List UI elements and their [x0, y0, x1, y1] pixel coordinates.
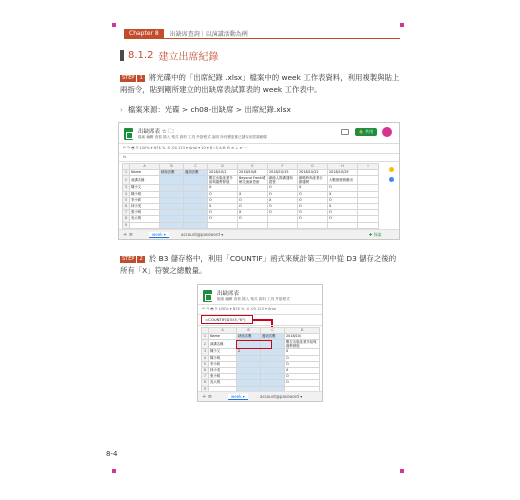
spreadsheet-screenshot-2 [197, 284, 323, 402]
page-number: 8-4 [106, 450, 118, 458]
table-cell[interactable]: X [285, 349, 320, 355]
tab-account[interactable]: account@password ▾ [260, 394, 303, 399]
add-sheet-button[interactable]: + ≡ [123, 232, 133, 238]
table-cell[interactable]: O [285, 361, 320, 367]
table-cell[interactable]: O [298, 191, 328, 197]
table-cell[interactable]: 2018/10/8 [238, 170, 268, 176]
row-number[interactable]: 9 [202, 386, 209, 392]
menu-bar[interactable]: 檔案 編輯 查看 插入 格式 資料 工具 外掛程式 說明 所有變更都已儲存到雲端硬碟 [138, 135, 267, 139]
table-cell[interactable]: O [208, 191, 238, 197]
column-header[interactable]: D [208, 164, 238, 170]
table-row [123, 170, 379, 176]
table-cell[interactable]: X [298, 185, 328, 191]
table-cell[interactable]: O [268, 210, 298, 216]
table-cell[interactable]: 2018/10/15 [268, 170, 298, 176]
sheet-tab-bar [119, 229, 399, 239]
row-number[interactable]: 5 [202, 361, 209, 367]
menu-bar[interactable]: 檔案 編輯 查看 插入 格式 資料 工具 外掛程式 [217, 297, 290, 301]
row-number[interactable]: 2 [123, 176, 130, 185]
explore-button[interactable]: ✚ 探索 [369, 232, 382, 237]
row-number[interactable]: 4 [202, 355, 209, 361]
column-header[interactable]: F [268, 164, 298, 170]
column-header[interactable]: H [328, 164, 358, 170]
divider [119, 161, 399, 162]
sheets-logo-icon [124, 128, 133, 140]
column-header[interactable]: D [285, 328, 320, 334]
share-button[interactable]: 🔒 共用 [355, 128, 377, 136]
crop-mark [400, 23, 404, 27]
table-cell[interactable]: 遲到次數 [261, 334, 285, 340]
fx-label: fx [123, 155, 127, 159]
table-cell[interactable]: 2 [237, 349, 261, 355]
table-cell[interactable]: 數位出版產業介紹與趨勢發展 [285, 340, 320, 349]
table-cell[interactable]: 林小美 [209, 368, 237, 374]
avatar[interactable] [382, 127, 392, 137]
divider [198, 325, 322, 326]
column-header[interactable]: I [358, 164, 379, 170]
step-1-text: 將光碟中的「出席紀錄 .xlsx」檔案中的 week 工作表資料，利用複製與貼上兩指令，貼到剛所建立的出缺席表試算表的 week 工作表中。 [120, 73, 400, 94]
step-2-paragraph [120, 253, 402, 276]
row-number[interactable]: 6 [123, 204, 130, 210]
table-cell[interactable]: O [208, 197, 238, 203]
table-cell[interactable]: O [238, 197, 268, 203]
table-cell[interactable]: O [285, 374, 320, 380]
sheet-tab-bar [198, 391, 322, 401]
column-header[interactable]: B [237, 328, 261, 334]
step-2-text: 於 B3 儲存格中，利用「COUNTIF」函式來統計第三列中從 D3 儲存之後的所有「X」符號之總數量。 [120, 254, 397, 275]
table-cell[interactable]: O [298, 204, 328, 210]
row-number[interactable]: 8 [123, 216, 130, 222]
table-cell[interactable]: 陳小明 [209, 355, 237, 361]
table-cell[interactable]: O [285, 380, 320, 386]
toolbar[interactable]: ↶ ↷ 🖶 ⅌ 100% ▾ NT$ % .0 .00 123 ▾ Arial [202, 307, 277, 311]
table-cell[interactable]: O [298, 197, 328, 203]
spreadsheet-screenshot-1 [118, 122, 400, 240]
crop-mark [112, 469, 116, 473]
table-cell[interactable]: O [298, 216, 328, 222]
tab-week[interactable]: week ▾ [149, 232, 169, 238]
table-cell[interactable] [298, 222, 328, 228]
divider [198, 304, 322, 305]
column-header[interactable]: E [238, 164, 268, 170]
table-cell[interactable]: O [208, 216, 238, 222]
table-cell[interactable]: O [328, 185, 358, 191]
running-header [124, 29, 400, 38]
row-number[interactable]: 7 [202, 374, 209, 380]
table-cell[interactable]: 演講名稱 [130, 176, 160, 185]
table-cell[interactable]: 2018/10/1 [208, 170, 238, 176]
column-header[interactable]: A [130, 164, 160, 170]
doc-title[interactable]: 出缺席表 [217, 291, 240, 297]
table-cell[interactable]: 缺席次數 [237, 334, 261, 340]
section-heading [120, 48, 218, 63]
step-number: 2 [139, 256, 143, 262]
table-cell[interactable] [268, 222, 298, 228]
table-cell[interactable]: X [328, 204, 358, 210]
column-header[interactable]: G [298, 164, 328, 170]
step-badge: STEP [122, 75, 135, 81]
table-cell[interactable]: 吳大明 [130, 216, 160, 222]
doc-title[interactable]: 出缺席表 ☆ 🗀 [138, 129, 174, 135]
table-cell[interactable]: X [285, 368, 320, 374]
table-cell[interactable]: O [268, 185, 298, 191]
table-cell[interactable]: 林小美 [130, 204, 160, 210]
comment-icon[interactable] [341, 129, 349, 135]
table-cell[interactable] [208, 222, 238, 228]
crop-mark [112, 23, 116, 27]
chapter-tag: Chapter 8 [124, 29, 164, 38]
table-cell[interactable] [160, 176, 184, 185]
table-cell[interactable] [238, 222, 268, 228]
row-number[interactable]: 6 [202, 368, 209, 374]
table-cell[interactable]: 張小明 [209, 374, 237, 380]
table-cell[interactable] [160, 222, 184, 228]
table-cell[interactable]: O [268, 191, 298, 197]
crop-mark [400, 469, 404, 473]
tab-week[interactable]: week ▾ [228, 394, 248, 400]
column-header[interactable]: B [160, 164, 184, 170]
file-source-text: 檔案來源：光碟 > ch08-出缺席 > 出席紀錄.xlsx [127, 105, 291, 114]
calendar-icon[interactable] [389, 167, 394, 172]
table-cell[interactable]: 陳小明 [130, 191, 160, 197]
step-badge: STEP [122, 256, 135, 262]
row-number[interactable]: 1 [123, 170, 130, 176]
column-header[interactable]: C [261, 328, 285, 334]
table-cell[interactable]: 李小莉 [209, 361, 237, 367]
divider [119, 143, 399, 144]
add-sheet-button[interactable]: + ≡ [202, 394, 212, 400]
callout-line [252, 319, 272, 321]
table-cell[interactable]: O [298, 210, 328, 216]
section-number: 8.1.2 [128, 50, 154, 61]
sheet-grid [122, 163, 379, 229]
table-cell[interactable]: 陳小文 [130, 185, 160, 191]
sheet-grid [201, 327, 320, 393]
divider [119, 153, 399, 154]
table-cell[interactable]: O [328, 216, 358, 222]
table-cell[interactable]: X [238, 210, 268, 216]
formula-highlight-box [201, 315, 253, 324]
row-number[interactable]: 5 [123, 197, 130, 203]
keep-icon[interactable] [389, 177, 394, 182]
section-title: 建立出席紀錄 [158, 52, 219, 63]
column-header[interactable]: A [209, 328, 237, 334]
table-cell[interactable]: 網路時尚產業行銷趨勢 [298, 176, 328, 185]
row-number[interactable]: 9 [123, 222, 130, 228]
table-cell[interactable] [130, 222, 160, 228]
row-number[interactable]: 8 [202, 380, 209, 386]
table-cell[interactable]: X [268, 197, 298, 203]
table-row [123, 176, 379, 185]
table-cell[interactable]: 數位出版產業介紹與趨勢發展 [208, 176, 238, 185]
table-cell[interactable]: 2018/10/29 [328, 170, 358, 176]
table-cell[interactable]: O [328, 197, 358, 203]
row-number[interactable]: 3 [123, 185, 130, 191]
table-cell[interactable]: O [238, 216, 268, 222]
table-cell[interactable]: 2018/10/22 [298, 170, 328, 176]
row-number[interactable]: 1 [202, 334, 209, 340]
table-cell[interactable]: 演講名稱 [209, 340, 237, 349]
tab-account[interactable]: account@password ▾ [181, 232, 224, 237]
table-cell[interactable]: 吳大明 [209, 380, 237, 386]
row-number[interactable]: 2 [202, 340, 209, 349]
table-cell[interactable]: O [268, 204, 298, 210]
table-cell[interactable]: 網絡人際溝通與經營 [268, 176, 298, 185]
table-cell[interactable]: 張小明 [130, 210, 160, 216]
header-rule [124, 38, 400, 39]
row-number[interactable]: 7 [123, 210, 130, 216]
table-cell[interactable]: X [328, 191, 358, 197]
arrow-icon: › [120, 105, 123, 114]
table-cell[interactable] [328, 222, 358, 228]
formula-bar[interactable]: =COUNTIF(D3:I3,"X") [205, 317, 246, 322]
table-cell[interactable]: X [238, 191, 268, 197]
table-cell[interactable] [184, 176, 208, 185]
sheets-logo-icon [203, 290, 212, 302]
table-cell[interactable]: 大數據營銷應用 [328, 176, 358, 185]
row-number[interactable]: 3 [202, 349, 209, 355]
chapter-title: 出缺席查詢｜以演講活動為例 [169, 31, 248, 38]
table-cell[interactable] [358, 176, 379, 185]
toolbar[interactable]: ↶ ↷ 🖶 ⅌ 100% ▾ NT$ % .0 .00 123 ▾ Arial ▾ 10 ▾ B I S A ⊞ ⊟ ≡ ⊥ ≡ ⋯ [123, 146, 248, 150]
table-cell[interactable]: Name [209, 334, 237, 340]
table-cell[interactable] [184, 222, 208, 228]
table-row [123, 222, 379, 228]
table-cell[interactable]: O [208, 210, 238, 216]
table-cell[interactable]: 李小莉 [130, 197, 160, 203]
table-cell[interactable]: 缺席次數 [160, 170, 184, 176]
table-cell[interactable]: O [285, 355, 320, 361]
step-number: 1 [139, 75, 143, 81]
column-header[interactable]: C [184, 164, 208, 170]
row-number[interactable]: 4 [123, 191, 130, 197]
table-cell[interactable]: 遲到次數 [184, 170, 208, 176]
file-source-line [120, 104, 291, 115]
table-cell[interactable]: O [238, 204, 268, 210]
table-cell[interactable]: O [328, 210, 358, 216]
step-1-paragraph [120, 72, 402, 95]
b3-highlight-box [236, 340, 272, 349]
heading-bar [120, 50, 124, 61]
table-cell[interactable]: X [208, 204, 238, 210]
table-cell[interactable]: 2018/10/ [285, 334, 320, 340]
table-cell[interactable]: X [208, 185, 238, 191]
table-cell[interactable]: Name [130, 170, 160, 176]
table-cell[interactable] [358, 222, 379, 228]
table-cell[interactable]: 陳小文 [209, 349, 237, 355]
table-cell[interactable]: Beyond Fresh城鄉交流新思維 [238, 176, 268, 185]
